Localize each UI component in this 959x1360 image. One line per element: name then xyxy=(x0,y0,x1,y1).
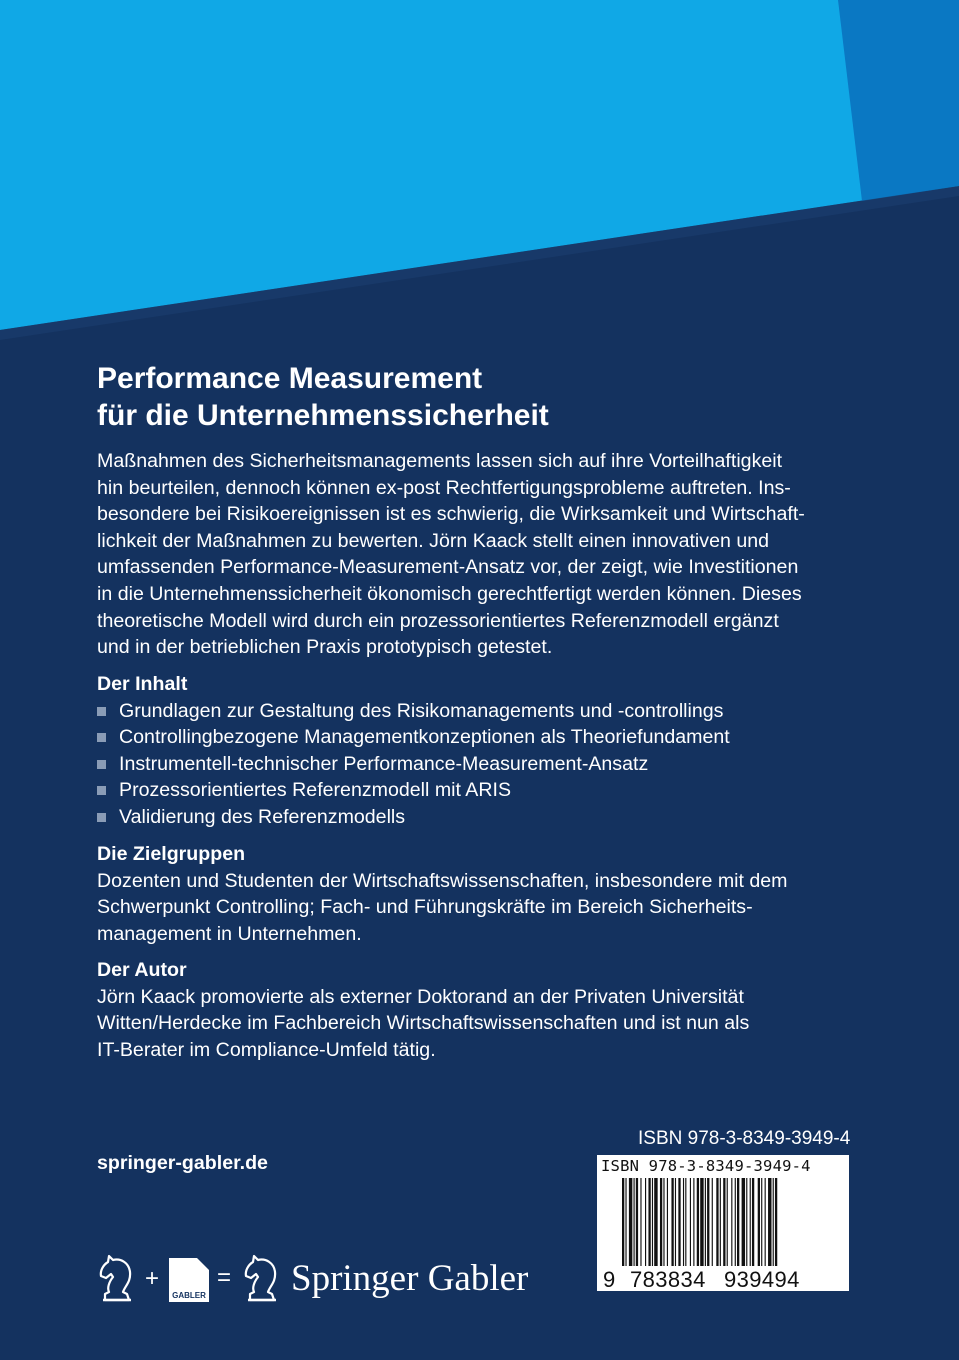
bullet-square-icon xyxy=(97,707,106,716)
barcode-bar xyxy=(648,1178,650,1266)
barcode-bar xyxy=(636,1178,638,1266)
barcode-isbn-text: ISBN 978-3-8349-3949-4 xyxy=(601,1157,811,1175)
target-groups-heading: Die Zielgruppen xyxy=(97,843,246,865)
barcode-bar xyxy=(775,1178,777,1266)
author-line: Witten/Herdecke im Fachbereich Wirtschaftswissenschaften und ist nun als xyxy=(97,1012,750,1035)
intro-line: theoretische Modell wird durch ein prozessorientiertes Referenzmodell ergänzt xyxy=(97,609,779,632)
barcode-bar xyxy=(758,1178,760,1266)
barcode-bar xyxy=(683,1178,684,1266)
barcode-bar xyxy=(720,1178,721,1266)
barcode-bar xyxy=(712,1178,713,1266)
barcode-bar xyxy=(690,1178,691,1266)
barcode-bar xyxy=(625,1178,626,1266)
author-heading: Der Autor xyxy=(97,959,187,981)
springer-knight-icon xyxy=(242,1254,282,1304)
gabler-logo-icon xyxy=(169,1258,209,1302)
intro-line: in die Unternehmenssicherheit ökonomisch gerechtfertigt werden können. Dieses xyxy=(97,582,802,605)
ean-right-digits: 939494 xyxy=(724,1267,800,1292)
barcode-bar xyxy=(705,1178,706,1266)
barcode-bar xyxy=(645,1178,646,1266)
barcode-bar xyxy=(752,1178,754,1266)
barcode-bar xyxy=(663,1178,664,1266)
barcode-bar xyxy=(640,1178,641,1266)
target-groups-line: Schwerpunkt Controlling; Fach- und Führungskräfte im Bereich Sicherheits- xyxy=(97,896,753,919)
ean-first-digit: 9 xyxy=(603,1267,616,1292)
book-title-line-1: Performance Measurement xyxy=(97,362,483,395)
bullet-square-icon xyxy=(97,786,106,795)
barcode-bar xyxy=(685,1178,686,1266)
barcode-bar xyxy=(750,1178,751,1266)
springer-knight-icon xyxy=(97,1254,137,1304)
contents-item-text: Instrumentell-technischer Performance-Measurement-Ansatz xyxy=(119,752,649,775)
contents-list-item xyxy=(97,698,897,725)
springer-gabler-wordmark xyxy=(291,1257,528,1300)
isbn-barcode xyxy=(597,1155,849,1291)
barcode-bar xyxy=(716,1178,718,1266)
barcode-bar xyxy=(697,1178,699,1266)
barcode-bar xyxy=(707,1178,709,1266)
contents-list-item xyxy=(97,777,897,804)
barcode-bar xyxy=(768,1178,771,1266)
barcode-bar xyxy=(727,1178,728,1266)
target-groups-section xyxy=(97,841,897,947)
isbn-label: ISBN 978-3-8349-3949-4 xyxy=(638,1128,851,1149)
barcode-bar xyxy=(629,1178,632,1266)
barcode-bar xyxy=(735,1178,736,1266)
barcode-bar xyxy=(773,1178,774,1266)
barcode-bar xyxy=(660,1178,662,1266)
intro-line: umfassenden Performance-Measurement-Ansatz vor, der zeigt, wie Investitionen xyxy=(97,556,799,579)
barcode-bar xyxy=(700,1178,703,1266)
bullet-square-icon xyxy=(97,733,106,742)
barcode-bar xyxy=(678,1178,680,1266)
logo-plus: + xyxy=(145,1265,160,1292)
gabler-word: Gabler xyxy=(427,1258,529,1299)
intro-line: lichkeit der Maßnahmen zu bewerten. Jörn Kaack stellt einen innovativen und xyxy=(97,529,770,552)
barcode-bar xyxy=(765,1178,766,1266)
contents-list-item xyxy=(97,751,897,778)
barcode-bar xyxy=(652,1178,653,1266)
barcode-bar xyxy=(731,1178,732,1266)
target-groups-line: Dozenten und Studenten der Wirtschaftswissenschaften, insbesondere mit dem xyxy=(97,869,788,892)
intro-line: hin beurteilen, dennoch können ex-post Rechtfertigungsprobleme auftreten. Ins- xyxy=(97,476,791,499)
barcode-bar xyxy=(693,1178,694,1266)
contents-item-text: Prozessorientiertes Referenzmodell mit ARIS xyxy=(119,779,512,802)
target-groups-line: management in Unternehmen. xyxy=(97,922,362,945)
gabler-logo-label: GABLER xyxy=(172,1291,206,1300)
barcode-bar xyxy=(667,1178,668,1266)
contents-heading: Der Inhalt xyxy=(97,673,188,695)
barcode-bar xyxy=(746,1178,747,1266)
bullet-square-icon xyxy=(97,760,106,769)
barcode-bar xyxy=(654,1178,657,1266)
publisher-website-link[interactable]: springer-gabler.de xyxy=(97,1152,268,1174)
springer-word: Springer xyxy=(291,1258,419,1299)
contents-item-text: Validierung des Referenzmodells xyxy=(119,805,406,828)
barcode-bar xyxy=(622,1178,624,1266)
author-line: IT-Berater im Compliance-Umfeld tätig. xyxy=(97,1038,436,1061)
book-title xyxy=(97,360,857,434)
barcode-bar xyxy=(737,1178,739,1266)
barcode-bar xyxy=(761,1178,762,1266)
bullet-square-icon xyxy=(97,813,106,822)
intro-line: besondere bei Risikoereignissen ist es schwierig, die Wirksamkeit und Wirtschaft- xyxy=(97,503,805,526)
barcode-bar xyxy=(675,1178,676,1266)
barcode-bar xyxy=(671,1178,673,1266)
author-section xyxy=(97,957,897,1063)
logo-equals: = xyxy=(217,1264,232,1291)
barcode-bar xyxy=(742,1178,745,1266)
intro-paragraph xyxy=(97,448,897,661)
contents-item-text: Controllingbezogene Managementkonzeptionen als Theoriefundament xyxy=(119,726,730,749)
author-line: Jörn Kaack promovierte als externer Doktorand an der Privaten Universität xyxy=(97,985,744,1008)
barcode-bar xyxy=(723,1178,725,1266)
book-title-line-2: für die Unternehmenssicherheit xyxy=(97,399,549,432)
intro-line: und in der betrieblichen Praxis prototypisch getestet. xyxy=(97,636,553,659)
intro-line: Maßnahmen des Sicherheitsmanagements lassen sich auf ihre Vorteilhaftigkeit xyxy=(97,450,783,472)
contents-list-item xyxy=(97,804,897,831)
contents-list-item xyxy=(97,724,897,751)
contents-section xyxy=(97,671,897,831)
contents-list xyxy=(97,698,897,831)
ean-left-digits: 783834 xyxy=(630,1267,706,1292)
contents-item-text: Grundlagen zur Gestaltung des Risikomanagements und -controllings xyxy=(119,699,724,722)
barcode-bar xyxy=(634,1178,635,1266)
